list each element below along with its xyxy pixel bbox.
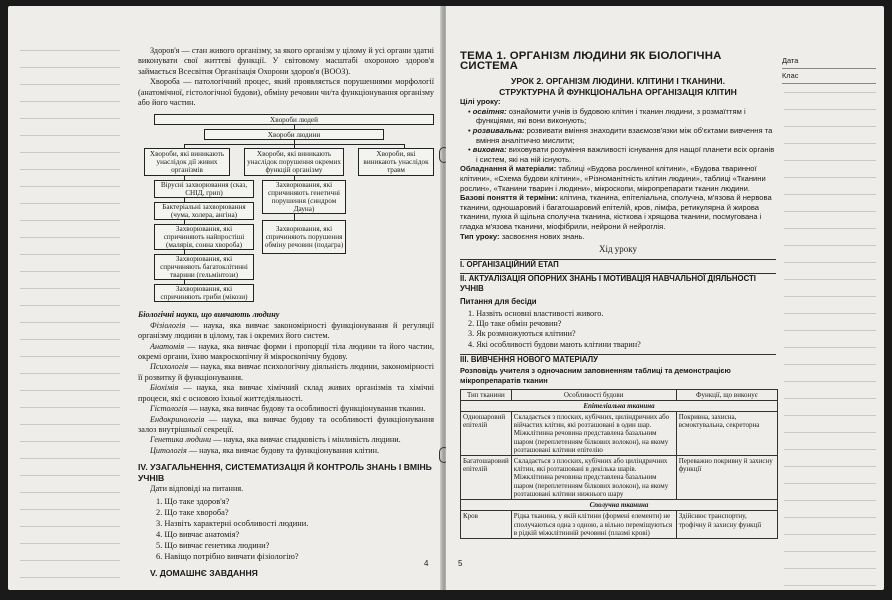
table-group-row: Сполучна тканина — [461, 500, 778, 511]
diagram-level1: Хвороби людини — [204, 129, 384, 140]
table-row: Одношаровий епітелій Складається з плоских, кубічних, циліндричних або війчастих клітин, які розташовані в один шар. Міжклітинна речовина представлена базальним шаром (переплетенням білкових волокон), на якому розташовані клітини епітелію Покривна, захисна, всмоктувальна, секреторна — [461, 412, 778, 456]
health-definition: Здоров'я — стан живого організму, за якого організм у цілому й усі органи здатні виконувати свої життєві функції. У світовому масштабі охороною здоров'я займається Всесвітня Організація Охорони здоров'я (ВООЗ). — [138, 46, 434, 76]
table-header: Особливості будови — [511, 389, 676, 400]
section-4-heading: IV. УЗАГАЛЬНЕННЯ, СИСТЕМАТИЗАЦІЯ Й КОНТРОЛЬ ЗНАНЬ І ВМІНЬ УЧНІВ — [138, 462, 432, 483]
table-group-row: Епітеліальна тканина — [461, 400, 778, 411]
left-questions — [156, 496, 434, 562]
sciences-title: Біологічні науки, що вивчають людину — [138, 310, 280, 320]
talk-question: 3. Як розмножуються клітини? — [468, 329, 576, 339]
section-3-heading: III. ВИВЧЕННЯ НОВОГО МАТЕРІАЛУ — [460, 354, 776, 365]
science-psychology: Психологія — наука, яка вивчає психологічну діяльність людини, закономірності її розвитку й функціонування. — [138, 362, 434, 382]
open-workbook — [8, 6, 884, 594]
diagram-fungi: Захворювання, які спричиняють гриби (мікози) — [154, 284, 254, 302]
talk-question: 1. Назвіть основні властивості живого. — [468, 309, 604, 319]
diagram-bacterial: Бактеріальні захворювання (чума, холера, ангіна) — [154, 202, 254, 220]
science-physiology: Фізіологія — наука, яка вивчає закономірності функціонування й регуляції організму людини в цілому, так і окремих його систем. — [138, 320, 434, 341]
question-item: 3. Назвіть характерні особливості людини. — [156, 519, 309, 529]
page-number-left: 4 — [424, 559, 429, 568]
question-item: 6. Навіщо потрібно вивчати фізіологію? — [156, 552, 299, 562]
right-page — [446, 6, 884, 590]
diagram-protozoa: Захворювання, які спричиняють найпростіші (малярія, сонна хвороба) — [154, 224, 254, 250]
question-item: 1. Що таке здоров'я? — [156, 497, 230, 507]
section-4-lead: Дати відповіді на питання. — [150, 483, 244, 493]
table-header: Функції, що виконує — [676, 389, 777, 400]
story-lead: Розповідь учителя з одночасним заповненням таблиці та демонстрацією мікропрепаратів тканин — [460, 366, 731, 386]
date-class-fields — [782, 54, 876, 84]
talk-label: Питання для бесіди — [460, 297, 537, 307]
section-5-heading: V. ДОМАШНЄ ЗАВДАННЯ — [150, 568, 258, 579]
lesson-title-1: УРОК 2. ОРГАНІЗМ ЛЮДИНИ. КЛІТИНИ І ТКАНИНИ. — [511, 76, 725, 87]
talk-question: 4. Які особливості будови мають клітини тварин? — [468, 339, 641, 349]
science-biochemistry: Біохімія — наука, яка вивчає хімічний склад живих організмів та хімічні процеси, які є основою їхньої життєдіяльності. — [138, 383, 434, 403]
table-row: Кров Рідка тканина, у якій клітини (формені елементи) не сполучаються одна з одною, а вільно переміщуються в рідкій міжклітинній речовині (плазмі крові) Здійснює транспортну, трофічну й захисну функції — [461, 511, 778, 539]
table-header: Тип тканини — [461, 389, 512, 400]
science-histology: Гістологія — наука, яка вивчає будову та особливості функціонування тканин. — [150, 404, 426, 414]
science-anatomy: Анатомія — наука, яка вивчає форми і пропорції тіла людини та його частин, окремі органи, їхню макроскопічну й мікроскопічну будову. — [138, 341, 434, 362]
question-item: 4. Що вивчає анатомія? — [156, 530, 240, 540]
talk-question: 2. Що таке обмін речовин? — [468, 319, 562, 329]
tissue-table — [460, 389, 778, 539]
diagram-metabolic: Захворювання, які спричиняють порушення обміну речовин (подагра) — [262, 220, 346, 254]
right-margin-lines — [784, 76, 876, 570]
question-item: 2. Що таке хвороба? — [156, 508, 229, 518]
date-field[interactable]: Дата — [782, 54, 876, 69]
diagram-branch-functions: Хвороби, які виникають унаслідок порушення окремих функцій організму — [244, 148, 344, 176]
goal-item: • розвивальна: розвивати вміння знаходити взаємозв'язки між об'єктами вивчення та вміння аналітично мислити; — [468, 125, 773, 145]
equipment: Обладнання й матеріали: таблиці «Будова рослинної клітини», «Будова тваринної клітини», «Схема будови клітини», «Різноманітність клітин людини», таблиці «Тканини рослин», «Тканини тварин і людини», мікроскопи, мікропрепарати тканин людини. — [460, 164, 766, 193]
disease-definition: Хвороба — патологічний процес, який проявляється порушеннями морфології (анатомічної, гістологічної будови), обміну речовин чи/та функціонування організму або його частин. — [138, 77, 434, 108]
diagram-root: Хвороби людей — [154, 114, 434, 125]
diagram-helminths: Захворювання, які спричиняють багатоклітинні тварини (гельмінтози) — [154, 254, 254, 280]
lesson-type: Тип уроку: засвоєння нових знань. — [460, 231, 585, 241]
left-margin-lines — [20, 34, 120, 570]
science-cytology: Цитологія — наука, яка вивчає будову та функціонування клітин. — [150, 445, 380, 455]
science-endocrinology: Ендокринологія — наука, яка вивчає будову та особливості функціонування залоз внутрішньої секреції. — [138, 414, 434, 434]
disease-diagram — [144, 114, 434, 306]
left-page — [8, 6, 442, 590]
table-row: Багатошаровий епітелій Складається з плоских, кубічних або циліндричних клітин, які розташовані в декілька шарів. Міжклітинна речовина представлена базальним шаром (переплетенням білкових волокон), на якому розташовані клітини нижнього шару Переважно покривну й захисну функції — [461, 456, 778, 500]
diagram-branch-living: Хвороби, які виникають унаслідок дії живих організмів — [144, 148, 230, 176]
diagram-genetic: Захворювання, які спричиняють генетичні порушення (синдром Дауна) — [262, 180, 346, 214]
goals-label: Цілі уроку: — [460, 97, 501, 107]
terms: Базові поняття й терміни: клітина, тканина, епітеліальна, сполучна, м'язова й нервова тканини, одношаровий і багатошаровий епітелій, кров, лімфа, ретикулярна й жирова тканини, пухка й щільна сполучна тканина, кісткова і хрящова тканини, посмугована і гладка м'язова тканини, міофібрили, нейрони й нейроглія. — [460, 193, 772, 231]
right-content — [460, 52, 776, 539]
question-item: 5. Що вивчає генетика людини? — [156, 541, 270, 551]
left-content — [138, 46, 434, 579]
goal-item: • освітня: ознайомити учнів із будовою клітин і тканин людини, з розмаїттям і функціями, які вони виконують; — [468, 106, 746, 126]
diagram-branch-trauma: Хвороби, які виникають унаслідок травм — [358, 148, 434, 176]
page-number-right: 5 — [458, 559, 463, 568]
goal-item: • виховна: виховувати розуміння важливості існування для нащої планети всіх органів і систем, які на ній існують. — [468, 145, 775, 164]
section-1-heading: I. ОРГАНІЗАЦІЙНИЙ ЕТАП — [460, 259, 776, 270]
lesson-title-2: СТРУКТУРНА Й ФУНКЦІОНАЛЬНА ОРГАНІЗАЦІЯ КЛІТИН — [499, 86, 737, 97]
course-heading: Хід уроку — [598, 244, 638, 255]
science-genetics: Генетика людини — наука, яка вивчає спадковість і мінливість людини. — [150, 435, 401, 445]
section-2-heading: II. АКТУАЛІЗАЦІЯ ОПОРНИХ ЗНАНЬ І МОТИВАЦІЯ НАВЧАЛЬНОЇ ДІЯЛЬНОСТІ УЧНІВ — [460, 273, 776, 293]
topic-title: ТЕМА 1. ОРГАНІЗМ ЛЮДИНИ ЯК БІОЛОГІЧНА СИСТЕМА — [460, 50, 722, 72]
class-field[interactable]: Клас — [782, 69, 876, 84]
diagram-viral: Вірусні захворювання (сказ, СНІД, грип) — [154, 180, 254, 198]
table-header-row — [461, 389, 778, 400]
